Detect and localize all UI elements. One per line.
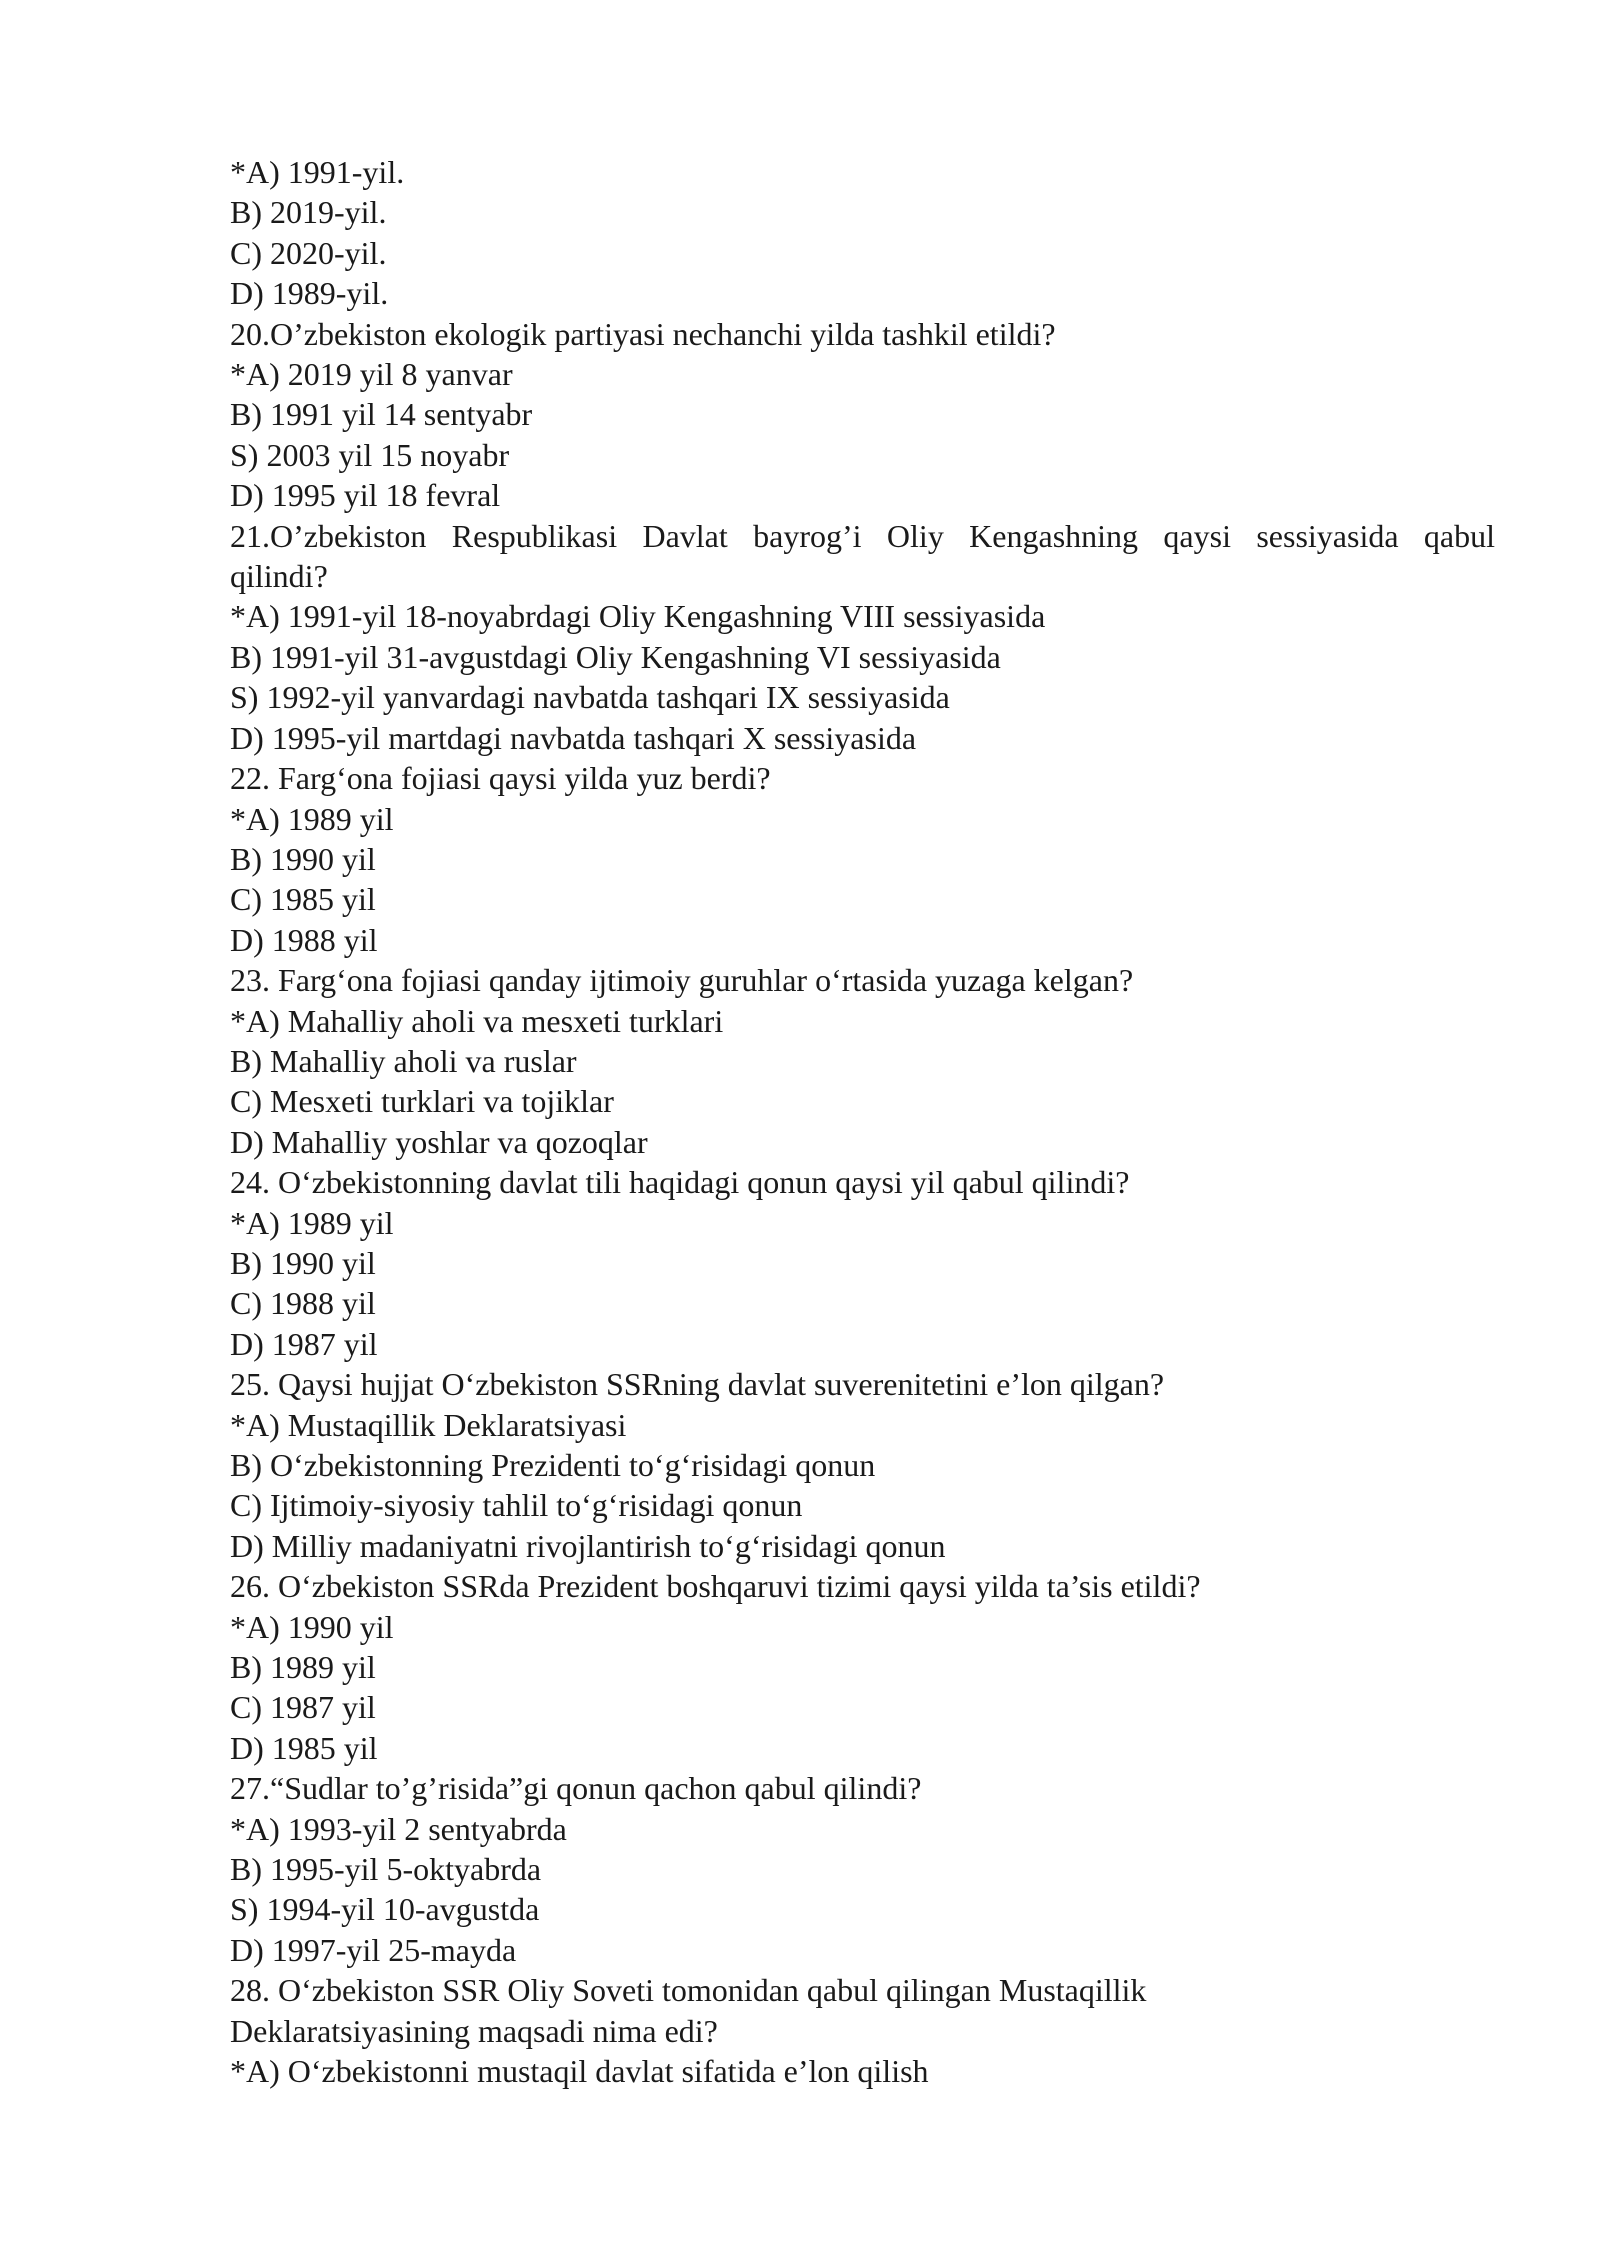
- answer-option: *A) 1989 yil: [230, 800, 394, 837]
- answer-option: S) 2003 yil 15 noyabr: [230, 436, 510, 473]
- answer-option: *A) 1993-yil 2 sentyabrda: [230, 1810, 567, 1847]
- answer-option: D) 1985 yil: [230, 1729, 378, 1766]
- question-text: 24. O‘zbekistonning davlat tili haqidagi qonun qaysi yil qabul qilindi?: [230, 1164, 1130, 1201]
- answer-option: *A) 1991-yil 18-noyabrdagi Oliy Kengashning VIII sessiyasida: [230, 598, 1046, 635]
- answer-option: D) 1987 yil: [230, 1325, 378, 1362]
- answer-option: D) 1995-yil martdagi navbatda tashqari X sessiyasida: [230, 719, 917, 756]
- answer-option: D) Milliy madaniyatni rivojlantirish to‘g‘risidagi qonun: [230, 1527, 946, 1564]
- question-text: 28. O‘zbekiston SSR Oliy Soveti tomonidan qabul qilingan Mustaqillik: [230, 1972, 1147, 2009]
- answer-option: C) 2020-yil.: [230, 234, 387, 271]
- answer-option: B) 1991 yil 14 sentyabr: [230, 396, 533, 433]
- question-text: 26. O‘zbekiston SSRda Prezident boshqaruvi tizimi qaysi yilda ta’sis etildi?: [230, 1568, 1201, 1605]
- answer-option: B) 1991-yil 31-avgustdagi Oliy Kengashning VI sessiyasida: [230, 638, 1001, 675]
- answer-option: *A) O‘zbekistonni mustaqil davlat sifatida e’lon qilish: [230, 2053, 929, 2090]
- answer-option: C) 1985 yil: [230, 881, 376, 918]
- answer-option: *A) Mahalliy aholi va mesxeti turklari: [230, 1002, 724, 1039]
- question-text: 20.O’zbekiston ekologik partiyasi nechanchi yilda tashkil etildi?: [230, 315, 1056, 352]
- question-text: 25. Qaysi hujjat O‘zbekiston SSRning davlat suverenitetini e’lon qilgan?: [230, 1366, 1165, 1403]
- answer-option: S) 1992-yil yanvardagi navbatda tashqari IX sessiyasida: [230, 679, 950, 716]
- answer-option: B) 2019-yil.: [230, 194, 387, 231]
- answer-option: *A) Mustaqillik Deklaratsiyasi: [230, 1406, 627, 1443]
- answer-option: *A) 1989 yil: [230, 1204, 394, 1241]
- answer-option: C) Mesxeti turklari va tojiklar: [230, 1083, 614, 1120]
- document-body: [230, 152, 1495, 2092]
- answer-option: B) 1995-yil 5-oktyabrda: [230, 1851, 542, 1888]
- question-text-continued: qilindi?: [230, 558, 328, 595]
- answer-option: D) Mahalliy yoshlar va qozoqlar: [230, 1123, 648, 1160]
- question-text-continued: Deklaratsiyasining maqsadi nima edi?: [230, 2012, 718, 2049]
- answer-option: C) Ijtimoiy-siyosiy tahlil to‘g‘risidagi qonun: [230, 1487, 803, 1524]
- answer-option: B) Mahalliy aholi va ruslar: [230, 1042, 577, 1079]
- answer-option: D) 1997-yil 25-mayda: [230, 1931, 517, 1968]
- answer-option: B) 1989 yil: [230, 1649, 376, 1686]
- answer-option: S) 1994-yil 10-avgustda: [230, 1891, 540, 1928]
- question-text: 22. Farg‘ona fojiasi qaysi yilda yuz berdi?: [230, 760, 771, 797]
- question-text: 27.“Sudlar to’g’risida”gi qonun qachon qabul qilindi?: [230, 1770, 922, 1807]
- question-text: 21.O’zbekiston Respublikasi Davlat bayrog’i Oliy Kengashning qaysi sessiyasida qabul: [230, 517, 1495, 554]
- answer-option: *A) 2019 yil 8 yanvar: [230, 356, 513, 393]
- answer-option: D) 1989-yil.: [230, 275, 389, 312]
- answer-option: B) 1990 yil: [230, 1244, 376, 1281]
- answer-option: B) 1990 yil: [230, 840, 376, 877]
- answer-option: D) 1995 yil 18 fevral: [230, 477, 501, 514]
- answer-option: D) 1988 yil: [230, 921, 378, 958]
- answer-option: *A) 1991-yil.: [230, 154, 405, 190]
- question-text: 23. Farg‘ona fojiasi qanday ijtimoiy guruhlar o‘rtasida yuzaga kelgan?: [230, 962, 1134, 999]
- answer-option: C) 1987 yil: [230, 1689, 376, 1726]
- answer-option: B) O‘zbekistonning Prezidenti to‘g‘risidagi qonun: [230, 1447, 876, 1483]
- answer-option: *A) 1990 yil: [230, 1608, 394, 1645]
- answer-option: C) 1988 yil: [230, 1285, 376, 1322]
